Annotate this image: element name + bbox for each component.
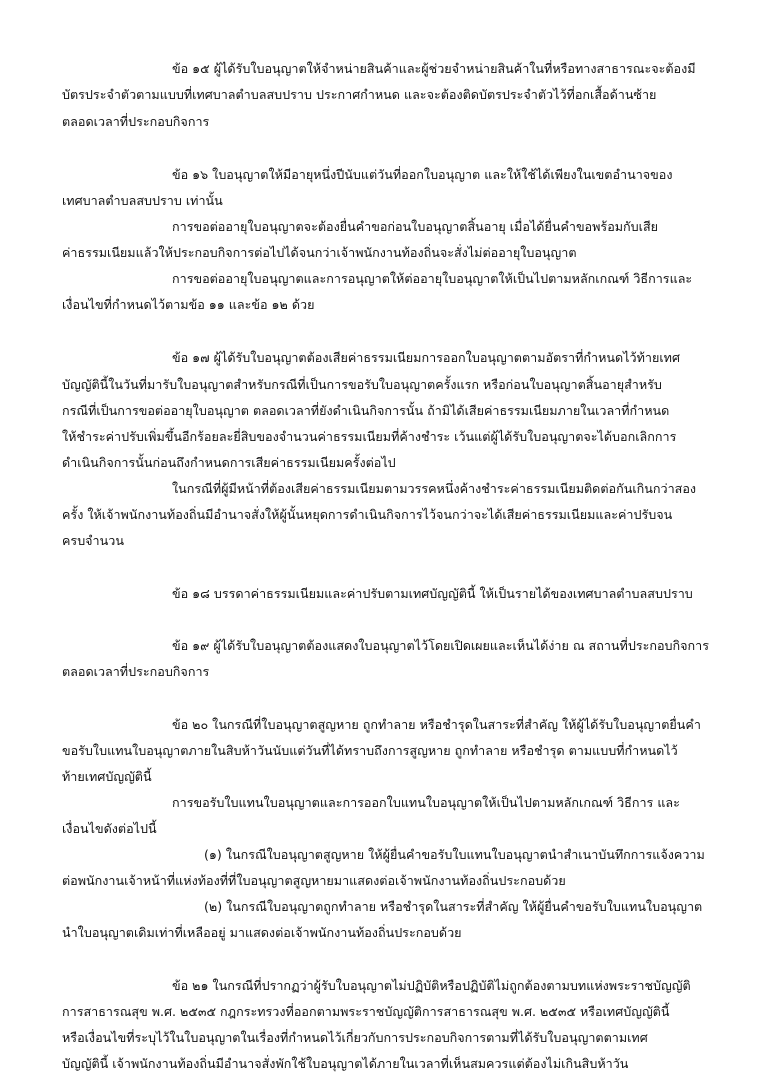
section-17-line-5: ดำเนินกิจการนั้นก่อนถึงกำหนดการเสียค่าธรรมเนียมครั้งต่อไป [62, 455, 396, 470]
section-20-para-2-line-2: เงื่อนไขดังต่อไปนี้ [62, 821, 157, 836]
section-16-line-1: ข้อ ๑๖ ใบอนุญาตให้มีอายุหนึ่งปีนับแต่วันที่ออกใบอนุญาต และให้ใช้ได้เพียงในเขตอำนาจของ [172, 167, 673, 182]
section-21-line-4: บัญญัตินี้ เจ้าพนักงานท้องถิ่นมีอำนาจสั่งพักใช้ใบอนุญาตได้ภายในเวลาที่เห็นสมควรแต่ต้องไม่เกินสิบห้าวัน [62, 1056, 629, 1071]
section-17-para-2-line-2: ครั้ง ให้เจ้าพนักงานท้องถิ่นมีอำนาจสั่งให้ผู้นั้นหยุดการดำเนินกิจการไว้จนกว่าจะได้เสียค่าธรรมเนียมและค่าปรับจน [62, 507, 673, 522]
section-20-para-2-line-1: การขอรับใบแทนใบอนุญาตและการออกใบแทนใบอนุญาตให้เป็นไปตามหลักเกณฑ์ วิธีการ และ [172, 795, 680, 810]
section-21-line-2: การสาธารณสุข พ.ศ. ๒๕๓๕ กฎกระทรวงที่ออกตามพระราชบัญญัติการสาธารณสุข พ.ศ. ๒๕๓๕ หรือเทศบัญญัตินี้ [62, 1004, 670, 1019]
section-17-line-1: ข้อ ๑๗ ผู้ได้รับใบอนุญาตต้องเสียค่าธรรมเนียมการออกใบอนุญาตตามอัตราที่กำหนดไว้ท้ายเทศ [172, 350, 680, 365]
section-17-para-2-line-1: ในกรณีที่ผู้มีหน้าที่ต้องเสียค่าธรรมเนียมตามวรรคหนึ่งค้างชำระค่าธรรมเนียมติดต่อกันเกินกว่าสอง [172, 481, 697, 496]
section-20-line-2: ขอรับใบแทนใบอนุญาตภายในสิบห้าวันนับแต่วันที่ได้ทราบถึงการสูญหาย ถูกทำลาย หรือชำรุด ตามแบบที่กำหนดไว้ [62, 743, 678, 758]
section-16-para-3-line-1: การขอต่ออายุใบอนุญาตและการอนุญาตให้ต่ออายุใบอนุญาตให้เป็นไปตามหลักเกณฑ์ วิธีการและ [172, 271, 693, 286]
section-16-line-2: เทศบาลตำบลสบปราบ เท่านั้น [62, 193, 223, 208]
section-20-item-2-line-1: (๒) ในกรณีใบอนุญาตถูกทำลาย หรือชำรุดในสาระที่สำคัญ ให้ผู้ยื่นคำขอรับใบแทนใบอนุญาต [204, 899, 703, 914]
section-21-line-3: หรือเงื่อนไขที่ระบุไว้ในใบอนุญาตในเรื่องที่กำหนดไว้เกี่ยวกับการประกอบกิจการตามที่ได้รับใบอนุญาตตามเทศ [62, 1030, 648, 1045]
section-15-line-3: ตลอดเวลาที่ประกอบกิจการ [62, 114, 210, 129]
section-20-item-1-line-2: ต่อพนักงานเจ้าหน้าที่แห่งท้องที่ที่ใบอนุญาตสูญหายมาแสดงต่อเจ้าพนักงานท้องถิ่นประกอบด้วย [62, 873, 566, 888]
section-16-para-2-line-2: ค่าธรรมเนียมแล้วให้ประกอบกิจการต่อไปได้จนกว่าเจ้าพนักงานท้องถิ่นจะสั่งไม่ต่ออายุใบอนุญาต [62, 245, 577, 260]
section-20-line-1: ข้อ ๒๐ ในกรณีที่ใบอนุญาตสูญหาย ถูกทำลาย หรือชำรุดในสาระที่สำคัญ ให้ผู้ได้รับใบอนุญาตยื่นคำ [172, 717, 701, 732]
section-18-line-1: ข้อ ๑๘ บรรดาค่าธรรมเนียมและค่าปรับตามเทศบัญญัตินี้ ให้เป็นรายได้ของเทศบาลตำบลสบปราบ [172, 586, 693, 601]
section-15-line-2: บัตรประจำตัวตามแบบที่เทศบาลตำบลสบปราบ ประกาศกำหนด และจะต้องติดบัตรประจำตัวไว้ที่อกเสื้อด้านซ้าย [62, 87, 657, 102]
section-17-para-2-line-3: ครบจำนวน [62, 533, 124, 548]
section-20-item-1-line-1: (๑) ในกรณีใบอนุญาตสูญหาย ให้ผู้ยื่นคำขอรับใบแทนใบอนุญาตนำสำเนาบันทึกการแจ้งความ [204, 847, 705, 862]
section-19-line-1: ข้อ ๑๙ ผู้ได้รับใบอนุญาตต้องแสดงใบอนุญาตไว้โดยเปิดเผยและเห็นได้ง่าย ณ สถานที่ประกอบกิจการ [172, 638, 710, 653]
section-17-line-2: บัญญัตินี้ในวันที่มารับใบอนุญาตสำหรับกรณีที่เป็นการขอรับใบอนุญาตครั้งแรก หรือก่อนใบอนุญาตสิ้นอายุสำหรับ [62, 377, 662, 392]
section-17-line-3: กรณีที่เป็นการขอต่ออายุใบอนุญาต ตลอดเวลาที่ยังดำเนินกิจการนั้น ถ้ามิได้เสียค่าธรรมเนียมภายในเวลาที่กำหนด [62, 403, 670, 418]
section-20-item-2-line-2: นำใบอนุญาตเดิมเท่าที่เหลืออยู่ มาแสดงต่อเจ้าพนักงานท้องถิ่นประกอบด้วย [62, 925, 462, 940]
section-15-line-1: ข้อ ๑๕ ผู้ได้รับใบอนุญาตให้จำหน่ายสินค้าและผู้ช่วยจำหน่ายสินค้าในที่หรือทางสาธารณะจะต้องมี [172, 61, 696, 76]
section-16-para-2-line-1: การขอต่ออายุใบอนุญาตจะต้องยื่นคำขอก่อนใบอนุญาตสิ้นอายุ เมื่อได้ยื่นคำขอพร้อมกับเสีย [172, 219, 659, 234]
section-17-line-4: ให้ชำระค่าปรับเพิ่มขึ้นอีกร้อยละยี่สิบของจำนวนค่าธรรมเนียมที่ค้างชำระ เว้นแต่ผู้ได้รับใบอนุญาตจะได้บอกเลิกการ [62, 429, 677, 444]
section-19-line-2: ตลอดเวลาที่ประกอบกิจการ [62, 664, 210, 679]
section-21-line-1: ข้อ ๒๑ ในกรณีที่ปรากฏว่าผู้รับใบอนุญาตไม่ปฏิบัติหรือปฏิบัติไม่ถูกต้องตามบทแห่งพระราชบัญญัติ [172, 978, 691, 993]
section-20-line-3: ท้ายเทศบัญญัตินี้ [62, 769, 152, 784]
section-16-para-3-line-2: เงื่อนไขที่กำหนดไว้ตามข้อ ๑๑ และข้อ ๑๒ ด้วย [62, 297, 315, 312]
